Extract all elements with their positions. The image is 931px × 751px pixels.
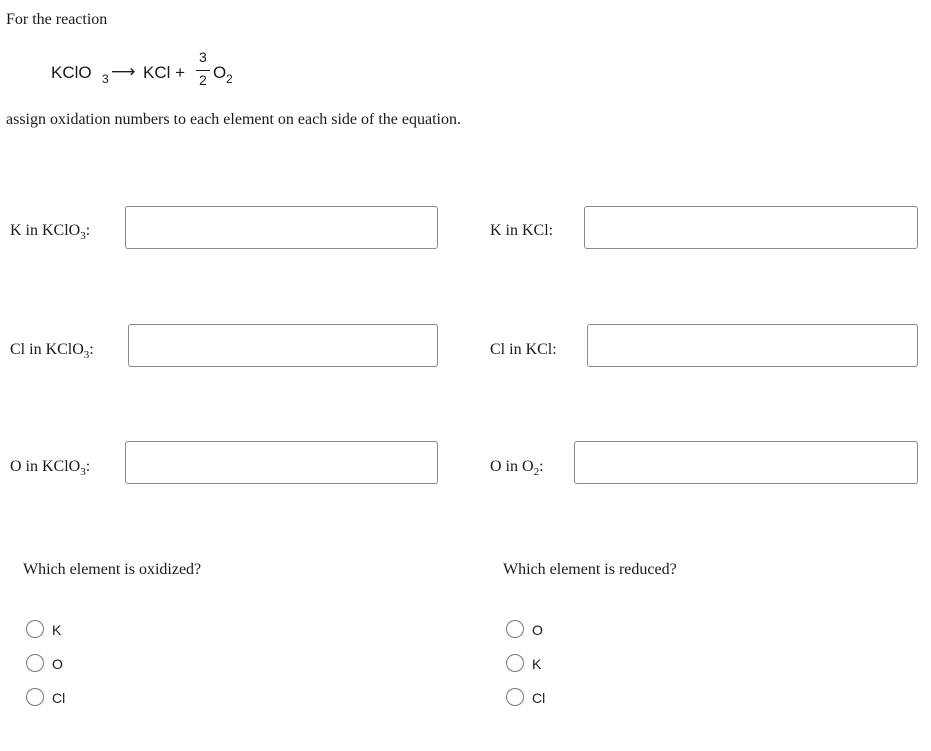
product2-subscript: 2 [226,72,233,86]
radio-button[interactable] [26,654,44,672]
label-text: Cl in KCl: [490,341,557,358]
option-label: O [532,622,543,638]
label-suffix: : [89,341,94,358]
label-cl-in-kclo3 [10,340,94,360]
label-text: Cl in KClO [10,341,84,358]
radio-button[interactable] [506,688,524,706]
label-subscript: 2 [533,466,540,478]
reduced-question: Which element is reduced? [503,561,677,578]
cl-in-kclo3-input[interactable] [128,324,438,367]
k-in-kcl-input[interactable] [584,206,918,249]
radio-button[interactable] [26,620,44,638]
reactant-formula [51,63,92,83]
coefficient-denominator: 2 [199,72,207,88]
reactant-text: KClO [51,63,92,82]
option-label: K [532,656,542,672]
cl-in-kcl-input[interactable] [587,324,918,367]
fraction-bar [196,70,210,71]
label-text: K in KCl: [490,222,554,239]
label-suffix: : [85,458,91,475]
label-suffix: : [85,222,91,239]
o-in-kclo3-input[interactable] [125,441,438,484]
label-subscript: 3 [80,230,86,242]
option-label: Cl [52,690,66,706]
label-o-in-o2 [490,457,544,477]
label-suffix: : [539,458,544,475]
product2-text: O [213,63,227,82]
reaction-arrow-icon: ⟶ [111,62,136,81]
instructions-text: assign oxidation numbers to each element on each side of the equation. [6,111,461,128]
label-o-in-kclo3 [10,457,90,477]
intro-text: For the reaction [6,11,108,28]
label-text: K in KClO [10,222,81,239]
label-text: O in KClO [10,458,81,475]
option-label: K [52,622,62,638]
label-k-in-kclo3 [10,221,90,241]
radio-button[interactable] [506,620,524,638]
oxidized-question: Which element is oxidized? [23,561,202,578]
option-label: Cl [532,690,546,706]
reactant-subscript: 3 [102,72,109,86]
option-label: O [52,656,63,672]
product1-text: KCl + [143,63,186,82]
label-text: O in O [490,458,534,475]
radio-button[interactable] [506,654,524,672]
radio-button[interactable] [26,688,44,706]
k-in-kclo3-input[interactable] [125,206,438,249]
o-in-o2-input[interactable] [574,441,918,484]
label-subscript: 3 [80,466,86,478]
coefficient-numerator: 3 [199,49,207,65]
label-cl-in-kcl [490,340,557,360]
label-k-in-kcl [490,221,553,241]
label-subscript: 3 [83,349,90,361]
